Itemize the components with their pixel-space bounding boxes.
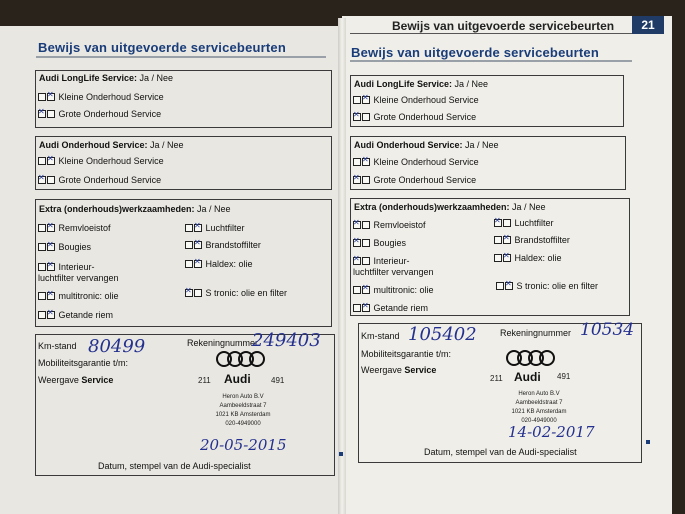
item-label: Bougies <box>58 242 92 252</box>
checkbox[interactable] <box>185 224 193 232</box>
item-label: Remvloeistof <box>373 220 426 230</box>
dealer-name: Heron Auto B.V <box>222 394 264 400</box>
right-km-value: 105402 <box>408 324 477 345</box>
item-label: Kleine Onderhoud Service <box>58 92 164 102</box>
right-extra-getande-riem[interactable] <box>353 303 428 313</box>
checkbox-crossed[interactable] <box>503 236 511 244</box>
right-km-label: Km-stand <box>361 331 400 341</box>
page-number: 21 <box>632 16 664 34</box>
checkbox[interactable] <box>353 286 361 294</box>
left-longlife-heading <box>39 73 173 83</box>
checkbox[interactable] <box>353 158 361 166</box>
dealer-city: 1021 KB Amsterdam <box>215 412 271 418</box>
right-extra-remvloeistof[interactable] <box>353 220 426 230</box>
checkbox-crossed[interactable] <box>494 219 502 227</box>
checkbox[interactable] <box>38 263 46 271</box>
left-title-rule <box>36 56 326 58</box>
item-label: Interieur- <box>58 262 95 272</box>
item-label: Bougies <box>373 238 407 248</box>
checkbox[interactable] <box>503 219 511 227</box>
checkbox[interactable] <box>362 239 370 247</box>
left-extra-haldex[interactable] <box>185 259 253 269</box>
checkbox-crossed[interactable] <box>505 282 513 290</box>
checkbox-crossed[interactable] <box>353 221 361 229</box>
checkbox[interactable] <box>38 224 46 232</box>
right-page-title: Bewijs van uitgevoerde servicebeurten <box>351 45 599 60</box>
checkbox-crossed[interactable] <box>47 263 55 271</box>
item-label: multitronic: olie <box>58 291 119 301</box>
checkbox-crossed[interactable] <box>362 96 370 104</box>
checkbox-crossed[interactable] <box>362 286 370 294</box>
right-extra-label: Extra (onderhouds)werkzaamheden: <box>354 202 510 212</box>
checkbox-crossed[interactable] <box>353 113 361 121</box>
left-extra-luchtfilter[interactable] <box>185 223 245 233</box>
left-service-stamp-box <box>35 334 335 476</box>
right-code-right: 491 <box>557 372 571 381</box>
right-onderhoud-options: Ja / Nee <box>465 140 499 150</box>
left-page-title: Bewijs van uitgevoerde servicebeurten <box>38 40 286 55</box>
right-date-written: 14-02-2017 <box>508 423 595 441</box>
left-extra-getande-riem[interactable] <box>38 310 113 320</box>
left-onderhoud-options: Ja / Nee <box>150 140 184 150</box>
checkbox[interactable] <box>38 157 46 165</box>
right-longlife-heading <box>354 79 488 89</box>
checkbox-crossed[interactable] <box>47 311 55 319</box>
right-longlife-item-1[interactable] <box>353 95 479 105</box>
left-extra-options: Ja / Nee <box>197 204 231 214</box>
right-corner-marker <box>646 440 650 444</box>
checkbox-crossed[interactable] <box>38 110 46 118</box>
right-onderhoud-heading <box>354 140 499 150</box>
checkbox[interactable] <box>494 254 502 262</box>
item-label: Kleine Onderhoud Service <box>373 157 479 167</box>
checkbox[interactable] <box>494 236 502 244</box>
left-date-written: 20-05-2015 <box>200 436 287 454</box>
book-spine <box>338 18 346 514</box>
checkbox-crossed[interactable] <box>47 292 55 300</box>
item-label: Brandstoffilter <box>514 235 570 245</box>
right-extra-haldex[interactable] <box>494 253 562 263</box>
right-account-value: 10534 <box>580 320 635 340</box>
right-display-line <box>361 365 436 375</box>
header-rule <box>350 33 632 34</box>
checkbox[interactable] <box>362 176 370 184</box>
left-corner-marker <box>339 452 343 456</box>
right-dealer-stamp <box>494 390 584 426</box>
checkbox-crossed[interactable] <box>47 224 55 232</box>
left-audi-wordmark: Audi <box>224 372 251 386</box>
checkbox-crossed[interactable] <box>185 289 193 297</box>
dealer-phone: 020-4949000 <box>521 418 557 424</box>
dealer-name: Heron Auto B.V <box>518 391 560 397</box>
checkbox[interactable] <box>194 289 202 297</box>
right-audi-rings-logo <box>505 349 557 367</box>
checkbox[interactable] <box>38 93 46 101</box>
right-audi-wordmark: Audi <box>514 370 541 384</box>
right-extra-luchtfilter[interactable] <box>494 218 554 228</box>
item-label: S tronic: olie en filter <box>205 288 288 298</box>
right-extra-interieur[interactable] <box>353 256 410 266</box>
checkbox-crossed[interactable] <box>362 304 370 312</box>
left-extra-bougies[interactable] <box>38 242 91 252</box>
left-code-right: 491 <box>271 376 285 385</box>
item-label: Luchtfilter <box>205 223 245 233</box>
checkbox[interactable] <box>362 113 370 121</box>
running-title: Bewijs van uitgevoerde servicebeurten <box>392 19 615 33</box>
display-value: Service <box>404 365 437 375</box>
checkbox-crossed[interactable] <box>353 257 361 265</box>
item-label: Getande riem <box>373 303 429 313</box>
left-dealer-stamp <box>198 393 288 429</box>
checkbox-crossed[interactable] <box>47 243 55 251</box>
right-extra-bougies[interactable] <box>353 238 406 248</box>
item-label: Getande riem <box>58 310 114 320</box>
checkbox-crossed[interactable] <box>194 224 202 232</box>
checkbox-crossed[interactable] <box>503 254 511 262</box>
right-extra-multitronic[interactable] <box>353 285 434 295</box>
left-extra-interieur-line2: luchtfilter vervangen <box>38 273 119 283</box>
right-account-label: Rekeningnummer <box>500 328 572 338</box>
item-label: Grote Onderhoud Service <box>373 112 477 122</box>
left-account-label: Rekeningnummer <box>187 338 259 348</box>
right-extra-interieur-line2: luchtfilter vervangen <box>353 267 434 277</box>
checkbox-crossed[interactable] <box>194 241 202 249</box>
left-onderhoud-heading <box>39 140 184 150</box>
right-onderhoud-item-2[interactable] <box>353 175 476 185</box>
left-account-value: 249403 <box>252 330 321 351</box>
left-longlife-label: Audi LongLife Service: <box>39 73 138 83</box>
checkbox-crossed[interactable] <box>47 157 55 165</box>
left-extra-brandstoffilter[interactable] <box>185 240 261 250</box>
left-extra-interieur[interactable] <box>38 262 95 272</box>
left-km-label: Km-stand <box>38 341 77 351</box>
right-longlife-options: Ja / Nee <box>454 79 489 89</box>
right-onderhoud-label: Audi Onderhoud Service: <box>354 140 463 150</box>
right-stamp-footer: Datum, stempel van de Audi-specialist <box>424 447 577 457</box>
right-longlife-label: Audi LongLife Service: <box>354 79 453 89</box>
checkbox[interactable] <box>353 304 361 312</box>
checkbox[interactable] <box>47 176 55 184</box>
item-label: Kleine Onderhoud Service <box>373 95 479 105</box>
checkbox[interactable] <box>185 260 193 268</box>
checkbox[interactable] <box>496 282 504 290</box>
right-extra-heading <box>354 202 546 212</box>
dealer-phone: 020-4949000 <box>225 421 261 427</box>
item-label: Kleine Onderhoud Service <box>58 156 164 166</box>
right-longlife-item-2[interactable] <box>353 112 476 122</box>
right-extra-options: Ja / Nee <box>512 202 546 212</box>
left-extra-heading <box>39 204 231 214</box>
right-title-rule <box>350 60 632 62</box>
item-label: Grote Onderhoud Service <box>58 109 162 119</box>
item-label: Brandstoffilter <box>205 240 261 250</box>
checkbox[interactable] <box>362 257 370 265</box>
left-onderhoud-item-2[interactable] <box>38 175 161 185</box>
item-label: Remvloeistof <box>58 223 111 233</box>
right-extra-stronic[interactable] <box>496 281 598 291</box>
left-extra-multitronic[interactable] <box>38 291 119 301</box>
display-value: Service <box>81 375 114 385</box>
item-label: Interieur- <box>373 256 410 266</box>
checkbox-crossed[interactable] <box>194 260 202 268</box>
right-mobility-label: Mobiliteitsgarantie t/m: <box>361 349 452 359</box>
right-extra-brandstoffilter[interactable] <box>494 235 570 245</box>
checkbox[interactable] <box>38 311 46 319</box>
left-audi-rings-logo <box>215 350 267 368</box>
checkbox-crossed[interactable] <box>353 176 361 184</box>
item-label: Luchtfilter <box>514 218 554 228</box>
checkbox-crossed[interactable] <box>47 93 55 101</box>
left-onderhoud-item-1[interactable] <box>38 156 164 166</box>
left-mobility-label: Mobiliteitsgarantie t/m: <box>38 358 129 368</box>
left-onderhoud-label: Audi Onderhoud Service: <box>39 140 148 150</box>
left-longlife-options: Ja / Nee <box>139 73 174 83</box>
checkbox[interactable] <box>38 292 46 300</box>
dealer-city: 1021 KB Amsterdam <box>511 409 567 415</box>
left-km-value: 80499 <box>88 336 146 357</box>
checkbox[interactable] <box>38 243 46 251</box>
display-label: Weergave <box>38 375 79 385</box>
left-code-left: 211 <box>198 376 211 385</box>
dealer-street: Aambeeldstraat 7 <box>219 403 267 409</box>
left-longlife-item-1[interactable] <box>38 92 164 102</box>
left-extra-label: Extra (onderhouds)werkzaamheden: <box>39 204 195 214</box>
right-onderhoud-item-1[interactable] <box>353 157 479 167</box>
item-label: Grote Onderhoud Service <box>58 175 162 185</box>
checkbox-crossed[interactable] <box>362 158 370 166</box>
left-extra-remvloeistof[interactable] <box>38 223 111 233</box>
right-code-left: 211 <box>490 374 503 383</box>
item-label: Grote Onderhoud Service <box>373 175 477 185</box>
left-stamp-footer: Datum, stempel van de Audi-specialist <box>98 461 251 471</box>
checkbox[interactable] <box>362 221 370 229</box>
checkbox[interactable] <box>47 110 55 118</box>
display-label: Weergave <box>361 365 402 375</box>
checkbox[interactable] <box>353 96 361 104</box>
left-longlife-item-2[interactable] <box>38 109 161 119</box>
checkbox[interactable] <box>185 241 193 249</box>
left-extra-stronic[interactable] <box>185 288 287 298</box>
item-label: Haldex: olie <box>205 259 253 269</box>
item-label: multitronic: olie <box>373 285 434 295</box>
checkbox-crossed[interactable] <box>353 239 361 247</box>
checkbox-crossed[interactable] <box>38 176 46 184</box>
dealer-street: Aambeeldstraat 7 <box>515 400 563 406</box>
left-display-line <box>38 375 113 385</box>
item-label: S tronic: olie en filter <box>516 281 599 291</box>
item-label: Haldex: olie <box>514 253 562 263</box>
